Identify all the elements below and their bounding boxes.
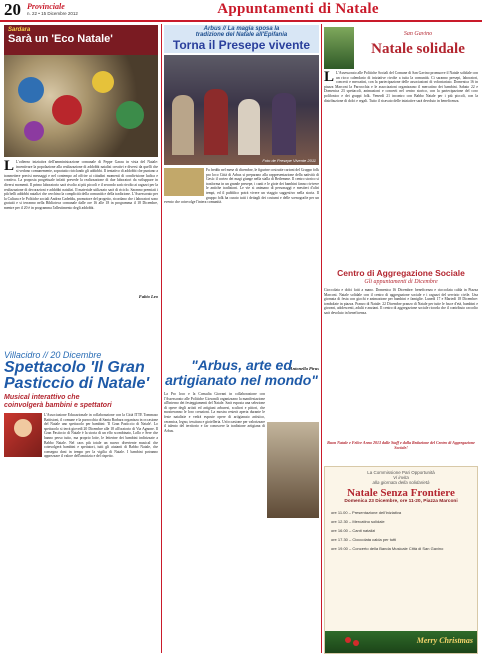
villacidro-title bbox=[4, 360, 158, 392]
san-gavino-header bbox=[324, 25, 478, 71]
artisan-photo bbox=[267, 422, 319, 518]
poster-title: Natale Senza Frontiere bbox=[347, 487, 455, 499]
nativity-thumbnail bbox=[164, 168, 204, 196]
centro-title: Centro di Aggregazione Sociale bbox=[337, 268, 465, 278]
sardara-article bbox=[4, 25, 158, 297]
san-gavino-body: L L'Assessorato alle Politiche Sociali del Comune di San Gavino promuove il Natale solidale con un ricco calendario di iniziative rivolte a tutta la comunità. Ci saranno presepi, laboratori, concerti e mercatini, con la partecipazione delle associazioni di volontariato. Domenica 16 in piazza Marconi la Parrocchia e le associazioni organizzano il mercatino dei bambini. Sabato 22 e Domenica 23 spettacoli, animazioni e concerti nel centro storico, con la partecipazione del coro polifonico e dei gruppi folk. Venerdì 21 incontro con Babbo Natale per i più piccoli, con la distribuzione di dolci e regali. Tutto il ricavato delle iniziative sarà devoluto in beneficenza. bbox=[324, 69, 478, 103]
villacidro-body: L'Associazione Educazionale in collaborazione con la Città ITTE Tommaso Battistoni, il comune e la parrocchia di Santa Barbara organizza in occasione del Natale uno spettacolo per bambini: 'Il Gran Pasticcio di Natale'. Lo spettacolo si terrà giovedì 20 Dicembre alle 18 all'oratorio di Via Agnone. Il Gran Pasticcio di Natale è la storia di un elfo scombinato, Lollo e Sere che hanno perso tutto, ma proprio lotte, le letterine dei bambini indirizzate a Babbo Natale. Nel caos più totale un nuovo divertente musical che coinvolgerà bambini e spettatori, tutti gli aiutanti di Babbo Natale, che consegna doni in tempo per la vigilia di Natale. I bambini potranno apprezzare il valore dell'amicizia e del rispetto. bbox=[44, 413, 158, 459]
poster-program bbox=[331, 508, 471, 553]
poster-invite: Vi invita bbox=[393, 475, 409, 480]
centro-closing: Buon Natale e Felice Anno 2013 dalle Staff e dalla Redazione del Centro di Aggregazione Sociale! bbox=[327, 440, 475, 450]
program-item: ore 16.00 – Canti natalizi bbox=[331, 528, 376, 533]
issue-date: n. 22 • 15 Dicembre 2012 bbox=[27, 11, 78, 16]
poster-organizer: La Commissione Pari Opportunità bbox=[367, 470, 435, 475]
villacidro-subtitle-line2: coinvolgerà bambini e spettatori bbox=[4, 402, 112, 409]
sardara-body: L L'odierno iniziativa dell'amministrazione comunale di Peppe Garau in vista del Natale: incentivare la popolazione alla realizzazione di addobbi natalizi creativi e diversi da quelli che si vedono comunemente, sopratutto riciclando gli addobbi. Il tentativo di addobbi che puntano a trasmettere precisi messaggi e nel contempo ad offrire ai cittadini momenti di condivisione ludica e creativa. La proposta progettuale infatti prevede la realizzazione di due laboratori da sviluppare in diversi momenti. Il primo laboratorio sarà rivolto ai più piccoli e il secondo sarà rivolto ai ragazzi per la realizzazione di decorazioni e addobbi natalizi. Il materiale utilizzato sarà di riciclo. Saranno premiati i più belli addobbi natalizi che cerchino la complicità della comunità e della tradizione. L'Assessorato per la Cultura e le Politiche sociali Andrea Cadeddu, promotore del progetto, ricordano che i laboratori sono gratuiti e si terranno nella Biblioteca comunale dalle ore 16 alle 18 in programma il 18 Dicembre, mentre per il 20 è in programma l'allestimento degli addobbi. bbox=[4, 158, 158, 210]
arbus-artigianato-article bbox=[164, 358, 319, 654]
holly-berry bbox=[345, 637, 351, 643]
holly-garland bbox=[325, 631, 477, 653]
natale-senza-frontiere-poster bbox=[324, 466, 478, 654]
centro-body: Cioccolata e dolci fatti a mano. Domenica 16 Dicembre: beneficenza e cioccolata calda in Piazza Marconi. Natale solidale con il centro di aggregazione sociale e i ragazzi del servizio civile. Una giornata di festa con giochi e animazione per bambini e famiglie. Lunedì 17 e Martedì 18 Dicembre: tombolate in piazza. Pranzo di Natale: 22 Dicembre pranzo di Natale per tutte le fasce d'età, bambini e giovani, adolescenti, adulti e anziani. Il centro di aggregazione sociale ricorda che il contributo raccolto sarà devoluto in beneficenza. bbox=[324, 288, 478, 315]
centro-subtitle: Gli appuntamenti di Dicembre bbox=[364, 279, 438, 285]
newspaper-logo: Provinciale bbox=[27, 2, 65, 11]
poster-event-type: alla giornata della solidarietà bbox=[372, 480, 430, 485]
san-gavino-title: Natale solidale bbox=[371, 41, 465, 57]
sardara-banner bbox=[4, 25, 158, 55]
villacidro-content bbox=[4, 413, 158, 637]
ornament-ball bbox=[116, 101, 144, 129]
arbus-author: Antonella Pirus bbox=[289, 366, 319, 371]
arbus-banner bbox=[164, 25, 319, 53]
villacidro-title-line1: Spettacolo 'Il Gran bbox=[4, 359, 145, 376]
holly-berry bbox=[353, 640, 359, 646]
san-gavino-kicker: San Gavino bbox=[403, 31, 433, 37]
section-title: Appuntamenti di Natale bbox=[217, 1, 379, 17]
column-divider bbox=[321, 24, 322, 653]
artigianato-title-line1: "Arbus, arte ed bbox=[191, 357, 292, 373]
san-gavino-article bbox=[324, 25, 478, 265]
artigianato-title-line2: artigianato nel mondo" bbox=[165, 372, 318, 388]
ornament-ball bbox=[92, 71, 114, 93]
costumed-figure bbox=[172, 95, 194, 155]
sardara-location: Sardara bbox=[8, 27, 31, 33]
artigianato-body: La Pro loco e la Consulta Giovani in collaborazione con l'Assessorato alle Politiche Giovanili organizzano la manifestazione all'interno dei festeggiamenti del Natale. Sarà esposta una selezione di opere degli artisti ed artigiani arburesi, scultori e pittori, che mostreranno le loro creazioni. La mostra resterà aperta durante le feste natalizie e vedrà esposte opere di artigianato artistico, ceramica, legno, tessitura e gioielleria. Un'occasione per valorizzare il talento del territorio e far conoscere la tradizione artigiana di Arbus. bbox=[164, 392, 265, 433]
centro-aggregazione-article bbox=[324, 268, 478, 464]
arbus-kicker bbox=[166, 26, 317, 38]
sardara-author: Fabio Leo bbox=[138, 294, 158, 299]
villacidro-title-line2: Pasticcio di Natale' bbox=[4, 375, 150, 392]
program-item: ore 12.30 – Mercatino solidale bbox=[331, 519, 385, 524]
villacidro-article bbox=[4, 350, 158, 654]
ornament-ball bbox=[18, 77, 44, 103]
presepe-vivente-photo bbox=[164, 55, 319, 165]
villacidro-subtitle bbox=[4, 394, 158, 410]
ornament-ball bbox=[24, 121, 44, 141]
eco-ornaments-photo bbox=[4, 55, 158, 157]
program-item: ore 11.00 – Presentazione dell'iniziativa bbox=[331, 510, 402, 515]
costumed-figure bbox=[272, 93, 296, 155]
costumed-figure bbox=[238, 99, 260, 155]
poster-date: Domenica 23 Dicembre, ore 11-20, Piazza Marconi bbox=[344, 499, 458, 504]
arbus-title: Torna il Presepe vivente bbox=[172, 38, 311, 52]
column-divider bbox=[161, 24, 162, 653]
villacidro-subtitle-line1: Musical interattivo che bbox=[4, 394, 80, 401]
photo-caption: Foto de Presepe Vivente 2011 bbox=[262, 158, 316, 163]
program-item: ore 17.30 – Cioccolata calda per tutti bbox=[331, 537, 397, 542]
arbus-kicker-line2: tradizione del Natale all'Epifania bbox=[195, 32, 288, 38]
christmas-elf-illustration bbox=[4, 413, 42, 457]
villacidro-kicker: Villacidro // 20 Dicembre bbox=[4, 350, 102, 360]
ornament-ball bbox=[52, 95, 82, 125]
christmas-tree-photo bbox=[324, 27, 354, 69]
arbus-kicker-line1: Arbus // La magia sposa la bbox=[203, 26, 280, 32]
program-item: ore 19.00 – Concerto della Banda Musicale Città di San Gavino bbox=[331, 546, 444, 551]
page-header bbox=[0, 0, 482, 22]
arbus-content bbox=[164, 168, 319, 374]
sardara-title: Sarà un 'Eco Natale' bbox=[8, 33, 113, 45]
elf-face bbox=[14, 419, 32, 437]
costumed-figure bbox=[204, 89, 228, 155]
arbus-body: Fa freddo nel mese di dicembre, le figurine costruite cartoni del Gruppo folk pro loco Città di Arbus si preparano alla rappresentazione della natività di Gesù: il corteo dei magi giunge nella stalla di Betlemme. Il centro storico si trasforma in un grande presepe, i canti e le gioie dei bambini fanno rivivere le antiche tradizioni. Le vie si animano di personaggi e mestieri d'altri tempi, ed il pubblico potrà vivere un viaggio suggestivo nella storia. Il gruppo folk ha curato tutti i dettagli dei costumi e delle scenografie per un evento che coinvolge l'intera comunità. bbox=[164, 168, 319, 205]
artigianato-title bbox=[164, 358, 319, 388]
artigianato-content bbox=[164, 392, 319, 647]
page-number: 20 bbox=[4, 0, 21, 19]
merry-christmas-greeting: Merry Christmas bbox=[416, 636, 473, 645]
